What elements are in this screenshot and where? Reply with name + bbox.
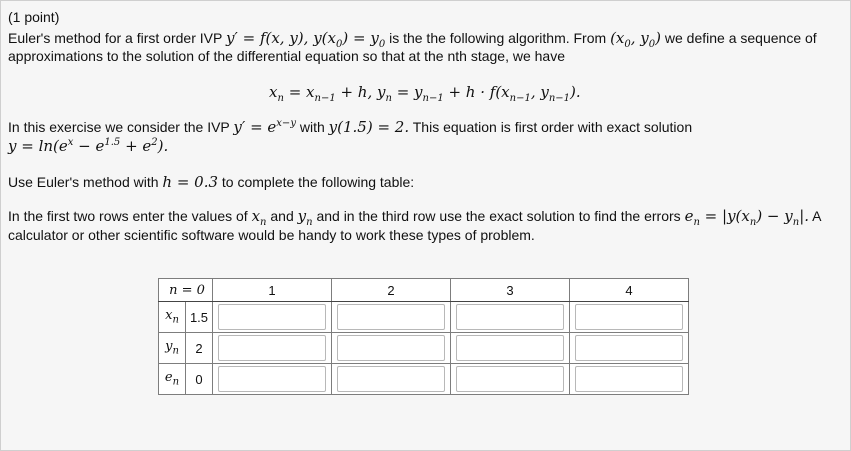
y1-input[interactable] — [218, 335, 326, 361]
initial-condition: y(1.5) = 2. — [328, 118, 410, 136]
step-size: h = 0.3 — [162, 173, 219, 191]
col-header-4: 4 — [570, 279, 689, 302]
e2-input[interactable] — [337, 366, 445, 392]
table-row-yn — [159, 333, 689, 364]
ivp-specific-eq: $y' = e^{x-y}$ — [233, 118, 296, 136]
y4-input[interactable] — [575, 335, 683, 361]
col-header-1: 1 — [213, 279, 332, 302]
e3-input[interactable] — [456, 366, 564, 392]
row-label-yn: $y_n$ — [159, 333, 186, 364]
exercise-text-c: This equation is first order with exact solution — [412, 119, 693, 135]
intro-text-b: is the the following algorithm. From — [389, 30, 607, 46]
points-label: (1 point) — [8, 9, 60, 25]
exercise-text-b: with — [299, 119, 325, 135]
col-header-2: 2 — [332, 279, 451, 302]
header-n-label: n = 0 — [159, 279, 213, 302]
x2-input[interactable] — [337, 304, 445, 330]
exercise-line-1 — [8, 118, 692, 136]
answer-table — [158, 278, 689, 395]
y3-input[interactable] — [456, 335, 564, 361]
row-initial-xn: 1.5 — [186, 302, 213, 333]
exercise-text-a: In this exercise we consider the IVP — [8, 119, 230, 135]
intro-line-2: approximations to the solution of the differential equation so that at the nth stage, we have — [8, 48, 565, 64]
row-label-xn: $x_n$ — [159, 302, 186, 333]
step-size-line: Use Euler's method with h = 0.3 to complete the following table: — [8, 173, 415, 191]
error-formula: $e_n = |y(x_n) - y_n|$. — [684, 207, 810, 228]
table-row-xn — [159, 302, 689, 333]
x3-input[interactable] — [456, 304, 564, 330]
row-initial-en: 0 — [186, 364, 213, 395]
euler-recurrence: $x_n = x_{n-1} + h$, $y_n = y_{n-1} + h \cdot f(x_{n-1}$, $y_{n-1}$). — [269, 83, 581, 104]
table-row-en — [159, 364, 689, 395]
e1-input[interactable] — [218, 366, 326, 392]
exact-solution: $y = \ln(e^x - e^{1.5} + e^2)$. — [8, 137, 169, 155]
intro-line-1 — [8, 29, 817, 50]
x1-input[interactable] — [218, 304, 326, 330]
ivp-general-eq: y′ = f(x, y), $y(x_0) = y_0$ — [225, 29, 386, 50]
intro-text-a: Euler's method for a first order IVP — [8, 30, 223, 46]
e4-input[interactable] — [575, 366, 683, 392]
col-header-3: 3 — [451, 279, 570, 302]
table-header-row — [159, 279, 689, 302]
intro-text-c: we define a sequence of — [664, 30, 817, 46]
initial-pair: ($x_0$, $y_0$) — [610, 29, 661, 50]
y2-input[interactable] — [337, 335, 445, 361]
row-label-en: $e_n$ — [159, 364, 186, 395]
instruction-line-1: In the first two rows enter the values of $x_n$ and $y_n$ and in the third row use the exact solution to find the errors $e_n = |y(x_n) - y_n|$. A — [8, 207, 822, 228]
row-initial-yn: 2 — [186, 333, 213, 364]
instruction-line-2: calculator or other scientific software would be handy to work these types of problem. — [8, 227, 535, 243]
x4-input[interactable] — [575, 304, 683, 330]
